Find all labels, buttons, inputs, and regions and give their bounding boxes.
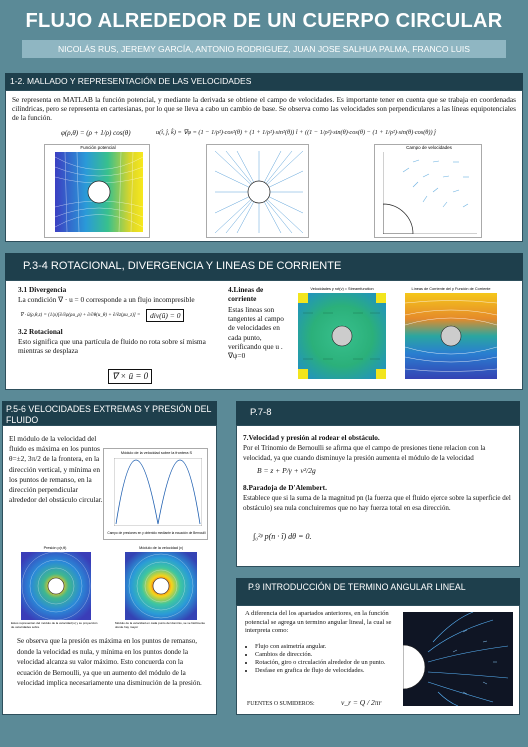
poster-title: FLUJO ALREDEDOR DE UN CUERPO CIRCULAR bbox=[25, 10, 503, 32]
section-1-text: Se representa en MATLAB la función potencial, y mediante la derivada se obtiene el campo de velocidades. Es importante tener en cuenta que se trabaja en coordenadas cilíndricas, pero se representa en cartesianas, por lo que se lleva a cabo un cambio de base. Se observa como las velocidades son perpendiculares a las líneas equipotenciales de la función. bbox=[12, 95, 516, 123]
potential-equation: φ(ρ,θ) = (ρ + 1/ρ) cos(θ) bbox=[61, 129, 131, 137]
plot-title: Módulo de la velocidad |v| bbox=[139, 546, 183, 550]
list-item: • Cambios de dirección. bbox=[255, 651, 397, 659]
section-1-heading: 1-2. MALLADO Y REPRESENTACIÓN DE LAS VELOCIDADES bbox=[5, 73, 523, 90]
divergence-result: div(ū) = 0 bbox=[146, 309, 184, 322]
pressure-heatmap bbox=[21, 552, 91, 620]
pressure-plot bbox=[11, 546, 99, 638]
plot-title: Velocidades y rot(v) = Streamfunction bbox=[310, 287, 374, 291]
plot-title: Campo de velocidades bbox=[406, 145, 452, 150]
list-item: • Flujo con asimetría angular. bbox=[255, 643, 397, 651]
pressure-text: Se observa que la presión es máxima en los puntos de remanso, donde la velocidad es nula, y mínima en los puntos donde la velocidad alcanza su valor máximo. Esto concuerda con la ecuación de Bernoulli, ya que un aumento del módulo de la velocidad implica necesariamente una disminución de la presión. bbox=[17, 637, 202, 688]
vorticity-plot bbox=[294, 287, 390, 385]
rotational-text: Esto significa que una partícula de fluido no rota sobre sí misma mientras se desplaza bbox=[18, 337, 206, 356]
streamfunction-heatmap bbox=[405, 293, 497, 379]
velocity-field-plot bbox=[206, 144, 309, 238]
dalembert-text: Establece que si la suma de la magnitud pn (la fuerza que el fluido ejerce sobre la superficie del obstáculo) sea nula concluiremos que no hay fuerza total en esa dirección. bbox=[243, 494, 511, 513]
pressure-caption: Estos representan del módulo de la velocidad |u| y su proyección de velocidades sobre bbox=[11, 621, 98, 629]
section-5-panel bbox=[236, 605, 520, 715]
list-item: • Rotación, giro o circulación alrededor de un punto. bbox=[255, 659, 397, 667]
dalembert-heading: 8.Paradoja de D'Alembert. bbox=[243, 483, 327, 492]
potential-function-plot bbox=[44, 144, 150, 238]
quarter-vectors bbox=[383, 152, 477, 234]
list-item: • Desfase en grafica de flujo de velocidades. bbox=[255, 667, 397, 675]
divergence-text: La condición ∇ · u = 0 corresponde a un flujo incompresible bbox=[18, 295, 195, 304]
plot-title: Presión p(r,θ) bbox=[43, 546, 67, 550]
angular-term-list bbox=[237, 643, 397, 675]
bernoulli-heading: 7.Velocidad y presión al rodear el obstáculo. bbox=[243, 433, 380, 442]
vorticity-heatmap bbox=[298, 293, 386, 379]
section-2-heading: P.3-4 ROTACIONAL, DIVERGENCIA Y LINEAS DE CORRIENTE bbox=[5, 253, 523, 280]
plot-title: Función potencial bbox=[80, 145, 116, 150]
velocity-extremes-text: El módulo de la velocidad del fluido es máxima en los puntos θ=±2, 3π/2 de la frontera, en la dirección vertical, y mínima en los puntos de remanso, en la dirección perpendicular alrededor del obstáculo circular. bbox=[9, 434, 103, 505]
plot-title: Líneas de Corriente del y Función de Corriente bbox=[411, 287, 491, 291]
streamlines-text: Estas lineas son tangentes al campo de velocidades en cada punto, verificando que u . ∇ψ=0 bbox=[228, 305, 284, 361]
authors-bar: NICOLÁS RUS, JEREMY GARCÍA, ANTONIO RODRIGUEZ, JUAN JOSE SALHUA PALMA, FRANCO LUIS bbox=[22, 40, 506, 58]
plot-caption: Campo de presiones en y obtenido mediante la ecuación de Bernoulli bbox=[107, 531, 206, 535]
bernoulli-equation: B = z + P/γ + v²/2g bbox=[257, 466, 316, 475]
velocity-magnitude-caption: Módulo de la velocidad en cada punto del dominio, se ve fácilmente donde hay mayor bbox=[115, 621, 206, 629]
potential-heatmap bbox=[55, 152, 143, 232]
velocity-boundary-plot bbox=[103, 448, 208, 540]
section-5-heading: P.9 INTRODUCCIÓN DE TERMINO ANGULAR LINEAL bbox=[236, 578, 520, 605]
section-3-heading: P.5-6 VELOCIDADES EXTREMAS Y PRESIÓN DEL FLUIDO bbox=[2, 401, 217, 425]
velocity-curve bbox=[114, 458, 202, 526]
rotational-heading: 3.2 Rotacional bbox=[18, 327, 63, 336]
dalembert-equation: ∫₀²ᵖ p(n · î) dθ = 0. bbox=[253, 532, 312, 541]
section-1-panel bbox=[5, 90, 523, 242]
bernoulli-text: Por el Trinomio de Bernoulli se afirma que el campo de presiones tiene relacion con la velocidad, ya que cuando disminuye la presión aumenta el módulo de la velocidad bbox=[243, 444, 486, 463]
quarter-velocity-plot bbox=[374, 144, 482, 238]
section-3-panel bbox=[2, 425, 217, 715]
velocity-magnitude-heatmap bbox=[125, 552, 197, 620]
divergence-equation: ∇ · ū(ρ,θ,z) = (1/ρ)[∂/∂ρ(ρu_ρ) + ∂/∂θ(u_θ) + ∂/∂z(ρu_z)] = bbox=[20, 313, 141, 318]
streamfunction-plot bbox=[401, 287, 501, 385]
divergence-heading: 3.1 Divergencia bbox=[18, 285, 67, 294]
angular-term-text: A diferencia del los apartados anteriores, en la función potencial se agrega un termino angular lineal, la cual se interpreta como: bbox=[245, 610, 392, 635]
plot-title: Módulo de la velocidad sobre la frontera S bbox=[120, 451, 193, 455]
section-2-panel bbox=[5, 280, 523, 390]
angular-flow-plot bbox=[403, 612, 513, 706]
section-4-heading: P.7-8 bbox=[236, 401, 520, 425]
streamlines-heading: 4.Lineas de corriente bbox=[228, 285, 264, 304]
velocity-equation: u(î, ĵ, k̂) = ∇φ = (1 − 1/ρ²)·cos²(θ) + (1 + 1/ρ²)·sin²(θ)) î + ((1 − 1/ρ²)·sin(θ)·cos(θ) − (1 + 1/ρ²)·sin(θ)·cos(θ)) ĵ bbox=[156, 129, 436, 136]
sources-label: FUENTES O SUMIDEROS: bbox=[247, 701, 315, 707]
rotational-equation: ∇ × ū = 0 bbox=[108, 369, 152, 384]
section-4-panel bbox=[236, 425, 520, 567]
velocity-magnitude-plot bbox=[115, 546, 207, 638]
velocity-vectors bbox=[215, 151, 303, 233]
source-equation: v_r = Q / 2πr bbox=[341, 698, 382, 707]
